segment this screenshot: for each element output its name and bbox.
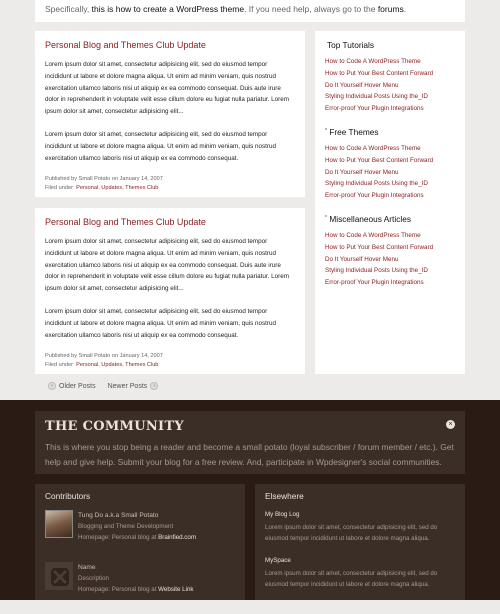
contributors-title: Contributors (45, 491, 91, 501)
post-body (45, 236, 295, 341)
contributor-description: Description (78, 575, 109, 582)
sidebar-link[interactable]: Error-proof Your Plugin Integrations (325, 192, 424, 200)
sidebar-link[interactable]: How to Code A WordPress Theme (325, 144, 421, 152)
contributor-homepage: Homepage: Personal blog at Brainfied.com (78, 534, 197, 541)
category-link[interactable]: Themes Club (125, 361, 159, 368)
sidebar-section-free-themes (325, 126, 455, 202)
intro-prefix: Specifically, (45, 4, 90, 14)
post-filed: Filed under: Personal, Updates, Themes Club (45, 184, 159, 191)
contributor-info (78, 562, 193, 595)
elsewhere-item (265, 556, 455, 590)
sidebar-link[interactable]: Error-proof Your Plugin Integrations (325, 105, 424, 113)
sidebar-link[interactable]: How to Code A WordPress Theme (325, 58, 421, 65)
category-link[interactable]: Updates (101, 361, 123, 368)
contributor-info (78, 510, 196, 543)
elsewhere-title: Elsewhere (265, 491, 304, 501)
sidebar-link[interactable]: Do It Yourself Hover Menu (325, 255, 399, 263)
post-paragraph: Lorem ipsum dolor sit amet, consectetur adipisicing elit, sed do eiusmod tempor incididunt ut labore et dolore magna aliqua. Ut enim ad minim veniam, quis nostrud exercitation ullamco laboris nisi ut aliquip ex ea commodo consequat. Duis aute irure dolor in reprehenderit in voluptate velit esse cillum dolore eu fugiat nulla pariatur. Lorem ipsum dolor sit amet, consectetur adipisicing elit... (45, 61, 289, 116)
post-meta (45, 175, 295, 192)
sidebar-link[interactable]: How to Put Your Best Content Forward (325, 243, 434, 251)
intro-suffix: . (403, 4, 407, 14)
post (35, 208, 305, 374)
contributors-panel (35, 484, 245, 600)
contributor-description: Blogging and Theme Development (78, 523, 174, 530)
category-link[interactable]: Personal (76, 184, 99, 191)
sidebar-link[interactable]: Styling Individual Posts Using the_ID (325, 93, 428, 101)
post-published: Published by Small Potato on January 14, 2007 (45, 176, 163, 183)
intro-text (35, 0, 465, 22)
close-icon[interactable]: × (446, 420, 455, 429)
elsewhere-link[interactable]: MySpace (265, 557, 291, 564)
forums-link[interactable]: forums (377, 4, 404, 14)
sidebar-link[interactable]: Do It Yourself Hover Menu (325, 168, 399, 176)
post-published: Published by Small Potato on January 14, 2007 (45, 353, 163, 360)
avatar-placeholder-icon (45, 562, 73, 590)
homepage-link[interactable]: Brainfied.com (158, 534, 197, 541)
avatar (45, 510, 73, 538)
sidebar-link[interactable]: How to Put Your Best Content Forward (325, 156, 434, 164)
arrow-left-icon[interactable]: ‹ (48, 382, 56, 390)
filed-label: Filed under: (45, 361, 75, 368)
elsewhere-item (265, 510, 455, 544)
post-paragraph: Lorem ipsum dolor sit amet, consectetur adipisicing elit, sed do eiusmod tempor incididunt ut labore et dolore magna aliqua. Ut enim ad minim veniam, quis nostrud exercitation ullamco laboris nisi ut aliquip ex ea commodo consequat. Duis aute irure dolor in reprehenderit in voluptate velit esse cillum dolore eu fugiat nulla pariatur. Lorem ipsum dolor sit amet, consectetur adipisicing elit... (45, 238, 289, 293)
post-paragraph: Lorem ipsum dolor sit amet, consectetur adipisicing elit, sed do eiusmod tempor incididunt ut labore et dolore magna aliqua. Ut enim ad minim veniam, quis nostrud exercitation ullamco laboris nisi ut aliquip ex ea commodo consequat. (45, 307, 277, 339)
post-title-link[interactable]: Personal Blog and Themes Club Update (45, 217, 206, 227)
category-link[interactable]: Updates (101, 184, 123, 191)
sidebar-link[interactable]: Styling Individual Posts Using the_ID (325, 180, 428, 188)
community-title: THE COMMUNITY (45, 419, 184, 434)
post (35, 31, 305, 197)
category-link[interactable]: Personal (76, 361, 99, 368)
post-paragraph: Lorem ipsum dolor sit amet, consectetur adipisicing elit, sed do eiusmod tempor incididunt ut labore et dolore magna aliqua. Ut enim ad minim veniam, quis nostrud exercitation ullamco laboris nisi ut aliquip ex ea commodo consequat. (45, 130, 277, 162)
sidebar-section-miscellaneous (325, 213, 455, 289)
sidebar-link[interactable]: How to Code A WordPress Theme (325, 231, 421, 239)
newer-posts-link[interactable]: Newer Posts (107, 382, 148, 390)
sidebar-link[interactable]: How to Put Your Best Content Forward (325, 69, 434, 77)
quote-mark-icon: “ (325, 214, 328, 222)
arrow-right-icon[interactable]: › (150, 382, 158, 390)
post-filed: Filed under: Personal, Updates, Themes Club (45, 361, 159, 368)
homepage-link[interactable]: Website Link (158, 586, 194, 593)
community-text: This is where you stop being a reader and become a small potato (loyal subscriber / forum member / etc.). Get help and give help. Submit your blog for a free review. And, participate in Wpdesigner's social communities. (45, 442, 454, 467)
contributor-name: Tung Do a.k.a Small Potato (78, 512, 159, 519)
sidebar-section-title: Top Tutorials (327, 40, 375, 50)
elsewhere-description: Lorem ipsum dolor sit amet, consectetur adipisicing elit, sed do eiusmod tempor incididunt ut labore et dolore magna aliqua. (265, 524, 438, 542)
elsewhere-panel (255, 484, 465, 600)
pagination (45, 382, 161, 390)
filed-label: Filed under: (45, 184, 75, 191)
quote-mark-icon: “ (325, 127, 328, 135)
sidebar-link[interactable]: Do It Yourself Hover Menu (325, 81, 399, 89)
sidebar-link[interactable]: Error-proof Your Plugin Integrations (325, 279, 424, 287)
contributor-name: Name (78, 564, 96, 571)
contributor-item (45, 510, 235, 562)
older-posts-link[interactable]: Older Posts (59, 382, 96, 390)
intro-middle: . If you need help, always go to the (244, 4, 376, 14)
contributor-item (45, 562, 235, 614)
post-meta (45, 352, 295, 369)
sidebar-link[interactable]: Styling Individual Posts Using the_ID (325, 267, 428, 275)
post-body (45, 59, 295, 164)
intro-bold: this is how to create a WordPress theme (91, 4, 245, 14)
sidebar-section-title: “ Miscellaneous Articles (325, 213, 411, 224)
community-box (35, 411, 465, 474)
sidebar-section-top-tutorials (325, 39, 455, 115)
elsewhere-description: Lorem ipsum dolor sit amet, consectetur adipisicing elit, sed do eiusmod tempor incididunt ut labore et dolore magna aliqua. (265, 570, 438, 588)
sidebar (315, 31, 465, 374)
contributor-homepage: Homepage: Personal blog at Website Link (78, 586, 194, 593)
sidebar-section-title: “ Free Themes (325, 126, 379, 137)
post-title-link[interactable]: Personal Blog and Themes Club Update (45, 40, 206, 50)
elsewhere-link[interactable]: My Blog Log (265, 511, 300, 518)
category-link[interactable]: Themes Club (125, 184, 159, 191)
